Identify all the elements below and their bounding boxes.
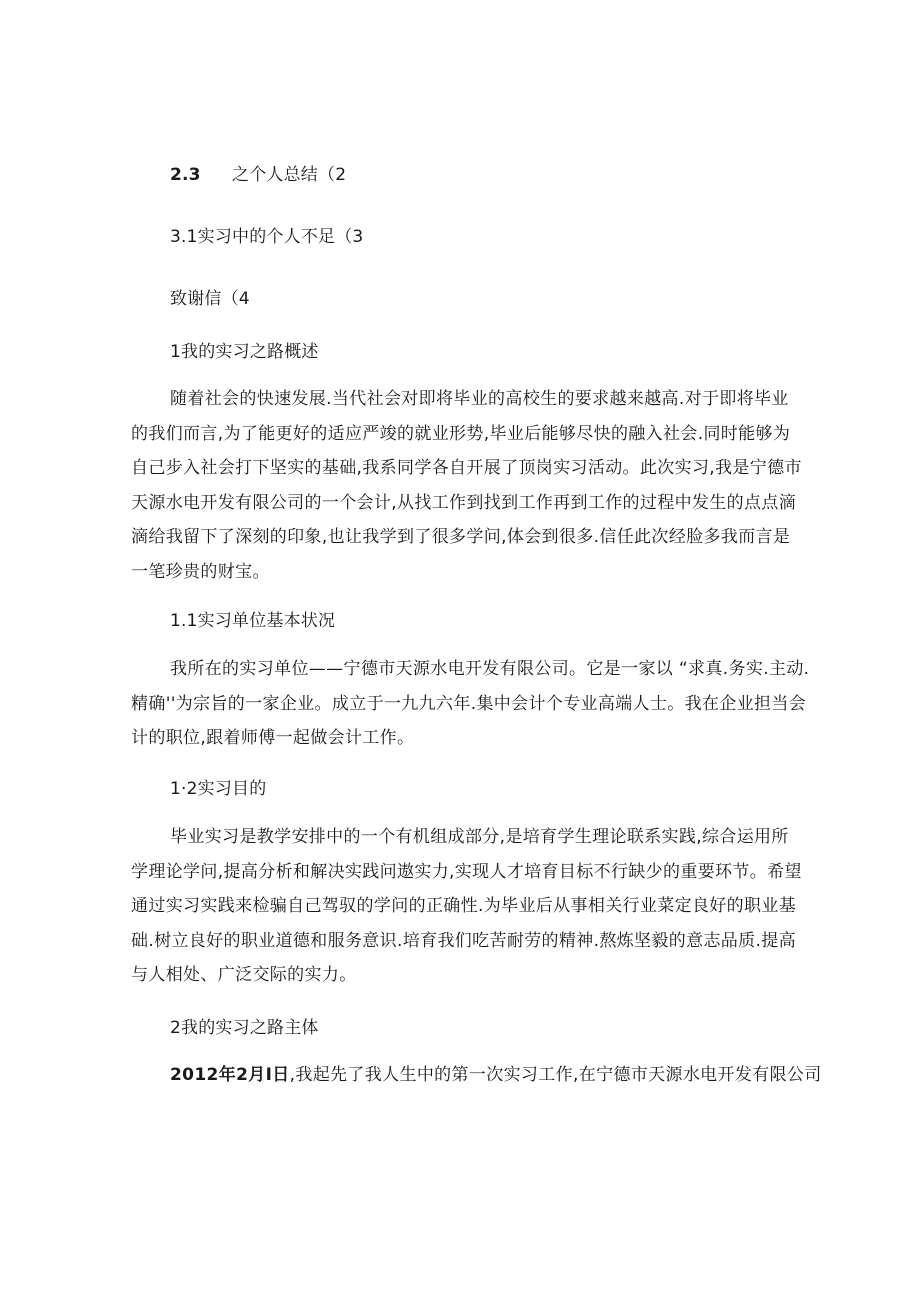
- line-text: ,我起先了我人生中的第一次实习工作,在宁德市天源水电开发有限公司: [289, 1065, 822, 1085]
- paragraph-line: 随着社会的快速发展.当代社会对即将毕业的高校生的要求越来越高.对于即将毕业: [170, 389, 789, 409]
- paragraph-line: 天源水电开发有限公司的一个会计,从找工作到找到工作再到工作的过程中发生的点点滴: [131, 492, 797, 513]
- toc-title: 3.1实习中的个人不足（3: [170, 227, 364, 247]
- paragraph-line: 础.树立良好的职业道德和服务意识.培育我们吃苦耐劳的精神.熬炼坚毅的意志品质.提高: [131, 930, 796, 951]
- section-1-paragraph: [131, 382, 811, 590]
- date-text: 2012年2月I日: [170, 1065, 290, 1085]
- section-1-2-paragraph: [131, 820, 811, 993]
- toc-entry-acknowledgement: [170, 288, 250, 310]
- paragraph-line: 精确''为宗旨的一家企业。成立于一九九六年.集中会计个专业高端人士。我在企业担当会: [131, 693, 807, 714]
- section-2-paragraph: [131, 1058, 822, 1093]
- section-heading-1: 1我的实习之路概述: [170, 342, 319, 362]
- section-heading-1-1: 1.1实习单位基本状况: [170, 611, 336, 631]
- paragraph-line: 通过实习实践来检骗自己驾驭的学问的正确性.为毕业后从事相关行业菜定良好的职业基: [131, 896, 797, 917]
- paragraph-line: 的我们而言,为了能更好的适应严竣的就业形势,毕业后能够尽快的融入社会.同时能够为: [131, 423, 791, 444]
- toc-title: 致谢信（4: [170, 289, 250, 309]
- section-1-1-paragraph: [131, 652, 811, 756]
- paragraph-line: 计的职位,跟着师傅一起做会计工作。: [131, 728, 415, 749]
- paragraph-line: 学理论学问,提高分析和解决实践问遨实力,实现人才培育目标不行缺少的重要环节。希望: [131, 861, 802, 882]
- paragraph-line: 滴给我留下了深刻的印象,也让我学到了很多学问,体会到很多.信任此次经脸多我而言是: [131, 527, 791, 548]
- paragraph-line: 与人相处、广泛交际的实力。: [131, 965, 357, 986]
- section-heading-2: 2我的实习之路主体: [170, 1018, 319, 1038]
- paragraph-line: [131, 1058, 822, 1093]
- paragraph-line: 我所在的实习单位——宁德市天源水电开发有限公司。它是一家以 “求真.务实.主动.: [170, 659, 810, 679]
- toc-number: 2.3: [170, 165, 201, 185]
- section-heading-1-2: 1·2实习目的: [170, 779, 267, 799]
- toc-entry-3-1: [170, 226, 363, 248]
- toc-entry-2-3: [170, 164, 346, 186]
- paragraph-line: 一笔珍贵的财宝。: [131, 561, 270, 582]
- toc-title: 之个人总结（2: [232, 165, 347, 185]
- paragraph-line: 自己步入社会打下坚实的基础,我系同学各自开展了顶岗实习活动。此次实习,我是宁德市: [131, 458, 802, 479]
- paragraph-line: 毕业实习是教学安排中的一个有机组成部分,是培育学生理论联系实践,综合运用所: [170, 827, 789, 847]
